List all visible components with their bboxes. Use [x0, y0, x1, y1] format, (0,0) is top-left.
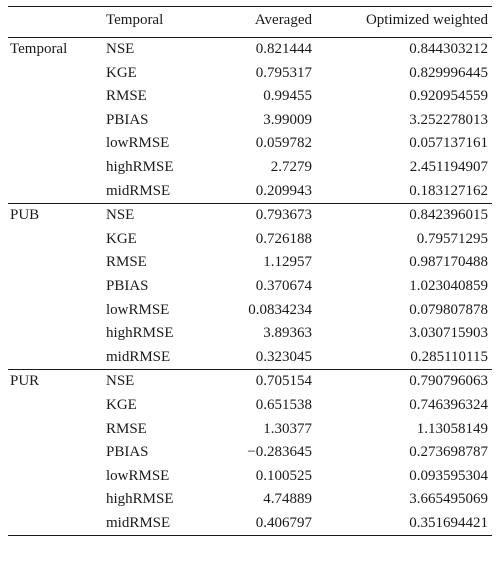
averaged-value: 0.99455	[263, 88, 312, 105]
optimized-value: 0.79571295	[416, 230, 488, 247]
group-label	[8, 85, 104, 109]
averaged-value: 1.12957	[263, 254, 312, 271]
metric-name: lowRMSE	[106, 301, 170, 318]
averaged-value: 0.370674	[255, 277, 312, 294]
results-table	[8, 6, 492, 536]
metric-name: RMSE	[106, 88, 147, 105]
group-label	[8, 465, 104, 489]
optimized-value: 0.079807878	[409, 301, 488, 318]
header-averaged: Averaged	[254, 12, 312, 28]
averaged-value: 0.209943	[255, 182, 312, 199]
optimized-value: 0.920954559	[409, 88, 488, 105]
averaged-value: 3.89363	[263, 325, 312, 342]
averaged-value: 2.7279	[270, 158, 312, 175]
averaged-value: 0.705154	[255, 373, 312, 390]
table-row	[8, 275, 492, 299]
table-row	[8, 488, 492, 512]
table-row	[8, 299, 492, 323]
metric-name: KGE	[106, 230, 137, 247]
averaged-value: 0.726188	[255, 230, 312, 247]
metric-name: PBIAS	[106, 444, 149, 461]
table-row	[8, 132, 492, 156]
optimized-value: 0.842396015	[409, 207, 488, 224]
group-label	[8, 488, 104, 512]
metric-name: NSE	[106, 41, 135, 57]
optimized-value: 0.273698787	[409, 444, 488, 461]
metric-name: KGE	[106, 64, 137, 81]
metric-name: PBIAS	[106, 277, 149, 294]
table-row	[8, 441, 492, 465]
averaged-value: 0.100525	[255, 467, 312, 484]
optimized-value: 3.030715903	[409, 325, 488, 342]
table-row	[8, 394, 492, 418]
table-row	[8, 85, 492, 109]
table-row	[8, 251, 492, 275]
averaged-value: −0.283645	[247, 444, 312, 461]
metric-name: PBIAS	[106, 111, 149, 128]
group-label	[8, 180, 104, 204]
group-label	[8, 394, 104, 418]
optimized-value: 1.023040859	[409, 277, 488, 294]
table-row	[8, 370, 492, 394]
optimized-value: 0.093595304	[409, 467, 488, 484]
metric-name: highRMSE	[106, 491, 174, 508]
optimized-value: 0.285110115	[410, 348, 488, 365]
metric-name: highRMSE	[106, 325, 174, 342]
header-metric: Temporal	[106, 12, 164, 28]
table-row	[8, 109, 492, 133]
optimized-value: 0.790796063	[409, 373, 488, 390]
group-label	[8, 418, 104, 442]
group-label	[8, 346, 104, 370]
metric-name: RMSE	[106, 254, 147, 271]
table-row	[8, 156, 492, 180]
metric-name: lowRMSE	[106, 467, 170, 484]
table-row	[8, 38, 492, 62]
metric-name: KGE	[106, 396, 137, 413]
metric-name: NSE	[106, 207, 135, 224]
group-label	[8, 132, 104, 156]
group-label	[8, 109, 104, 133]
metric-name: highRMSE	[106, 158, 174, 175]
metric-name: midRMSE	[106, 514, 171, 531]
optimized-value: 0.829996445	[409, 64, 488, 81]
group-label	[8, 156, 104, 180]
header-group	[8, 7, 104, 38]
group-label: Temporal	[10, 41, 68, 57]
averaged-value: 0.406797	[255, 514, 312, 531]
header-optimized: Optimized weighted	[365, 12, 488, 28]
averaged-value: 0.795317	[255, 64, 312, 81]
group-label	[8, 62, 104, 86]
group-label	[8, 512, 104, 536]
group-label	[8, 299, 104, 323]
table-row	[8, 62, 492, 86]
table-row	[8, 418, 492, 442]
metric-name: RMSE	[106, 420, 147, 437]
group-label	[8, 251, 104, 275]
table-row	[8, 512, 492, 536]
table-row	[8, 180, 492, 204]
averaged-value: 3.99009	[263, 111, 312, 128]
group-label: PUB	[10, 207, 40, 224]
optimized-value: 0.351694421	[409, 514, 488, 531]
optimized-value: 0.987170488	[409, 254, 488, 271]
table-body	[8, 38, 492, 536]
averaged-value: 0.323045	[255, 348, 312, 365]
optimized-value: 0.183127162	[409, 182, 488, 199]
optimized-value: 1.13058149	[416, 420, 488, 437]
averaged-value: 1.30377	[263, 420, 312, 437]
table-row	[8, 346, 492, 370]
averaged-value: 0.821444	[255, 41, 312, 57]
group-label	[8, 322, 104, 346]
metric-name: lowRMSE	[106, 135, 170, 152]
metric-name: NSE	[106, 373, 135, 390]
group-label: PUR	[10, 373, 40, 390]
table-row	[8, 322, 492, 346]
header-row	[8, 7, 492, 38]
optimized-value: 3.665495069	[409, 491, 488, 508]
optimized-value: 0.057137161	[409, 135, 488, 152]
group-label	[8, 275, 104, 299]
table-row	[8, 204, 492, 228]
averaged-value: 0.793673	[255, 207, 312, 224]
optimized-value: 0.844303212	[409, 41, 488, 57]
optimized-value: 2.451194907	[409, 158, 488, 175]
table-header	[8, 7, 492, 38]
group-label	[8, 228, 104, 252]
averaged-value: 0.651538	[255, 396, 312, 413]
optimized-value: 0.746396324	[409, 396, 488, 413]
table-row	[8, 465, 492, 489]
table-row	[8, 228, 492, 252]
averaged-value: 0.0834234	[248, 301, 312, 318]
metric-name: midRMSE	[106, 348, 171, 365]
results-table-container	[8, 0, 492, 536]
averaged-value: 0.059782	[255, 135, 312, 152]
optimized-value: 3.252278013	[409, 111, 488, 128]
metric-name: midRMSE	[106, 182, 171, 199]
group-label	[8, 441, 104, 465]
averaged-value: 4.74889	[263, 491, 312, 508]
